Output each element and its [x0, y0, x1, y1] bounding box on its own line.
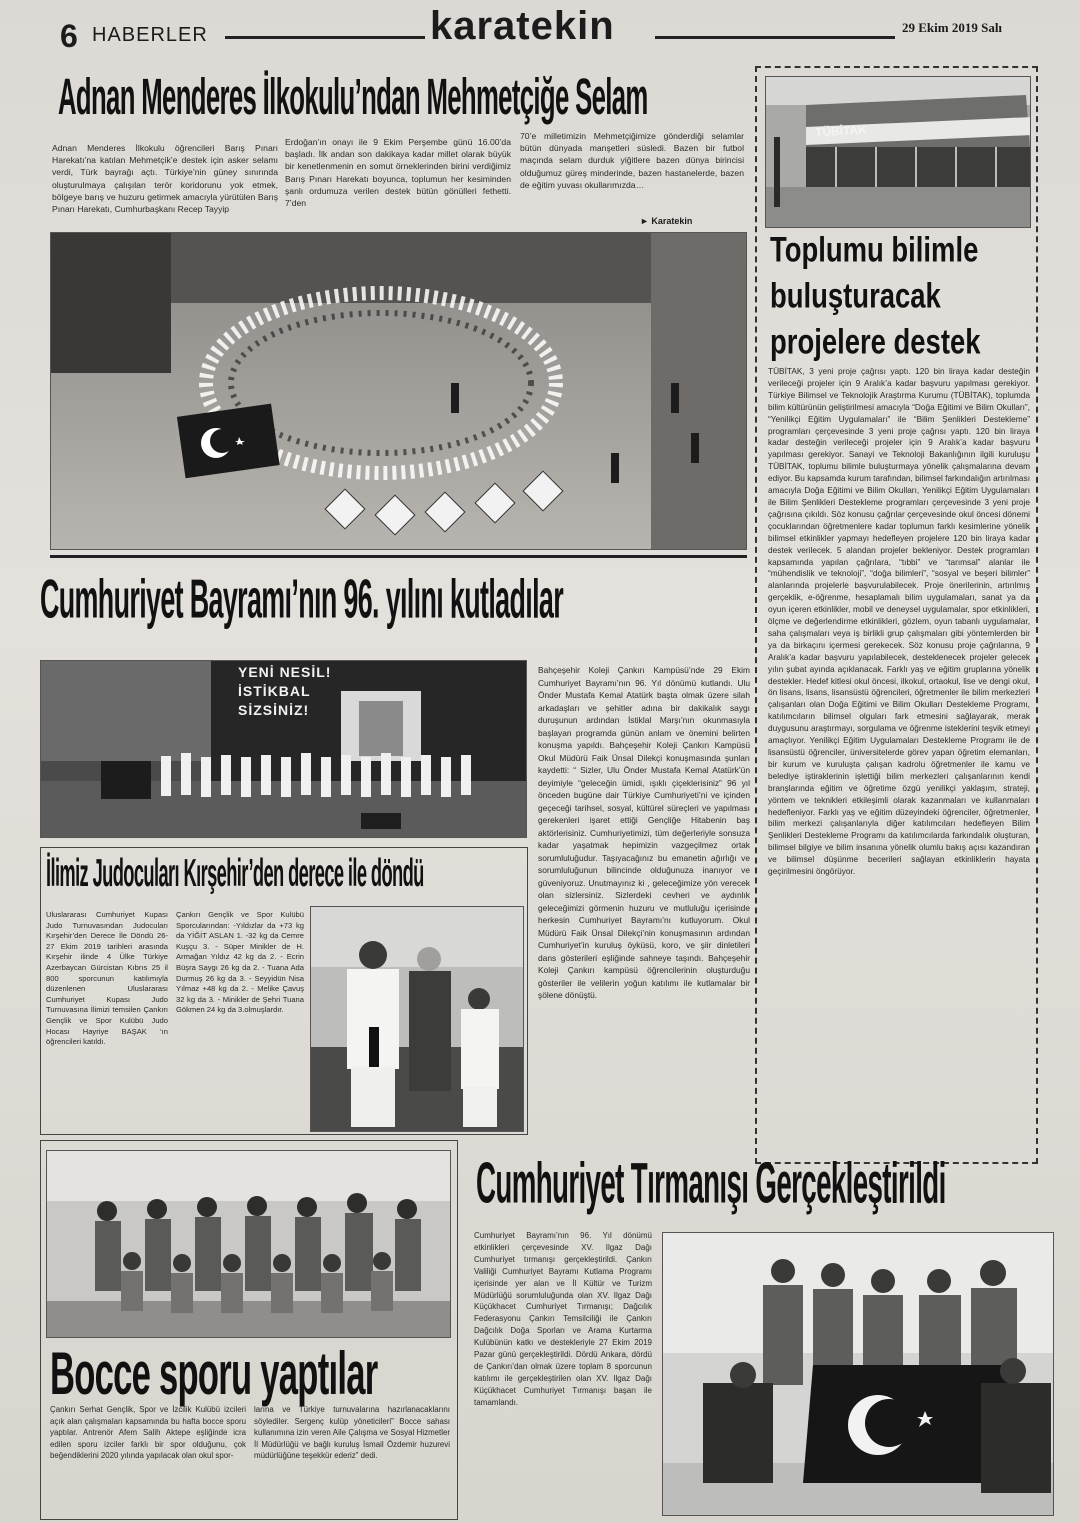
article6-col2: larına ve Türkiye turnuvalarına hazırlanacaklarını söylediler. Sergenç kulüp yöneticileri” Bocce sahası kullanımına izin veren Aile Çalışma ve Sosyal Hizmetler İl Müdürlüğü ve bağlı kuruluş İsmail Özdemir huzurevi müdürlüğüne teşekkür ederiz” dedi.: [254, 1405, 450, 1461]
stage-banner-line1: YENİ NESİL!: [238, 664, 332, 680]
tubitak-building-photo: [765, 76, 1031, 228]
article4-col1: Uluslararası Cumhuriyet Kupası Judo Turnuvasından Judocuları Kırşehir’den Derece İle Döndü 26-27 Ekim 2019 tarihleri arasında Kırşehir ilinde 4 Ülke Türkiye Azerbaycan Gürcistan Kıbrıs 25 il 800 sporcunun katılımıyla düzenlenen Uluslararası Cumhuriyet Kupası Judo Turnuvasına İlimizi temsilen Çankırı Gençlik ve Spor Kulübü Judo Hocası Hayriye BAŞAK ‘ın öğrencileri katıldı.: [46, 910, 168, 1047]
article1-col1: Adnan Menderes İlkokulu öğrencileri Barış Pınarı Harekatı’na katılan Mehmetçik’e destek için asker selamı verdi, Türk bayrağı açtı. Türkiye’nin güney sınırında oluşturulmaya çalışılan terör koridorunu yok etmek, bölgeye barış ve huzuru getirmek amacıyla yürütülen Barış Pınarı Harekatı, Cumhurbaşkanı Recep Tayyip: [52, 143, 278, 215]
issue-date: 29 Ekim 2019 Salı: [902, 20, 1003, 35]
page-number: 6: [60, 18, 78, 54]
bocce-group-photo: [46, 1150, 451, 1338]
masthead-rule-left: [225, 36, 425, 39]
summit-climbers-photo: [662, 1232, 1054, 1516]
article1-source: ► Karatekin: [640, 216, 693, 226]
article3-headline: Cumhuriyet Bayramı’nın 96. yılını kutladılar: [40, 568, 564, 630]
article1-headline: Adnan Menderes İlkokulu’ndan Mehmetçiğe Selam: [58, 70, 648, 126]
article4-col2: Çankırı Gençlik ve Spor Kulübü Sporcularından: -Yıldızlar da +73 kg da YİĞİT ASLAN 1. -32 kg da Cemre Kuşçu 3. - Süper Minikler de H. Armağan Yıldız 42 kg da 2. - Ecrin Büşra Saygı 26 kg da 2. - Tuana Ada Durmuş 26 kg da 3. - Seyyidün Nisa Yılmaz +48 kg da 2. - Melike Çavuş 32 kg da 3. - Minikler de Şehri Tuana Gökmen 24 kg da 3.olmuşlardır.: [176, 910, 304, 1015]
masthead-rule-right: [655, 36, 895, 39]
article2-headline-line2: buluşturacak: [770, 276, 941, 315]
section-divider: [50, 555, 747, 558]
article6-headline: Bocce sporu yaptılar: [50, 1341, 378, 1408]
stage-banner-line2: İSTİKBAL: [238, 683, 311, 699]
article5-headline: Cumhuriyet Tırmanışı Gerçekleştirildi: [476, 1152, 946, 1216]
newspaper-brand: karatekin: [430, 4, 615, 48]
tubitak-sign: TÜBİTAK: [814, 122, 868, 140]
article2-headline-line1: Toplumu bilimle: [770, 230, 979, 269]
article6-col1: Çankırı Serhat Gençlik, Spor ve İzcilik Kulübü izcileri açık alan çalışmaları kapsamında bu hafta bocce sporu yaptılar. Antrenör Afem Salih Aktepe eşliğinde icra edilen sporu izciler farklı bir spor olduğunu, çok beğendiklerini 2020 yılında yapılacak olan okul spor-: [50, 1405, 246, 1461]
article2-headline-line3: projelere destek: [770, 322, 981, 361]
section-title: HABERLER: [92, 24, 208, 46]
stage-banner-line3: SİZSİNİZ!: [238, 702, 310, 718]
article2-body: TÜBİTAK, 3 yeni proje çağrısı yaptı. 120 bin liraya kadar desteğin verileceği projeler için 9 Aralık’a kadar başvuru yapılması gerekiyor. Türkiye Bilimsel ve Teknolojik Araştırma Kurumu (TÜBİTAK), toplumda bilim kültürünün geliştirilmesi amacıyla “Doğa Eğitimi ve Bilim Okulları”, “Yenilikçi Eğitim Uygulamaları” ile “Bilim Şenlikleri Destekleme” programları çerçevesinde 3 yeni proje çağrısı yaptı. 120 bin liraya kadar desteğin verileceği projeler için 9 Aralık’a kadar başvuru yapılması gerekiyor. Sanayi ve Teknoloji Bakanlığının ilgili kuruluşu TÜBİTAK, toplumu bilimle buluşturmaya yönelik çalışmalarına devam ediyor. Bu kapsamda kurum tarafından, bilimsel farkındalığın artırılması amacıyla Doğa Eğitimi ve Bilim Okulları, Yenilikçi Eğitim Uygulamaları ile Bilim Şenlikleri Destekleme programları çerçevesinde 3 yeni proje çağrısına çıkıldı. Söz konusu çağrılar çerçevesinde okul öncesi dönemi çocuklarından öğretmenlere kadar toplumun farklı kesimlerine yönelik bilimsel etkinlikler yapmayı hedefleyen projelere 120 bin liraya kadar destek verilecek. 5 alandan projeler bekleniyor. Destek programları kapsamında yapılan çağrılara, “tıbbi” ve “tarımsal” alanlar ile “mühendislik ve teknoloji”, “doğa bilimleri”, “sosyal ve beşeri bilimler” alanlarında projelerle başvurulabilecek. Proje önerilerinin, artırılmış gerçeklik, e-öğrenme, hesaplamalı bilim uygulamaları, sanat ya da oyun içeren etkinlikler, mobil ve deneysel uygulamalar, spor etkinlikleri, ölçme ve değerlendirme etkinlikleri, gözlem, oyun tabanlı uygulamalar, saha çalışmaları veya iş birlikli grup çalışmaları gibi yöntemlerden bir ya da birkaçını içermesi gerekecek. Söz konusu proje çağrılarına, 9 Aralık’a kadar başvuru yapılabilecek, desteklenecek projeler gelecek yılın şubat ayında açıklanacak. Farklı yaş ve eğitim gruplarına yönelik destekler. Hedef kitlesi okul öncesi, ilkokul, ortaokul, lise ve dengi okul, ön lisans, lisans, lisansüstü öğrencileri, öğretmenler ile bilim merkezleri çalışanları olan Doğa Eğitimi ve Bilim Okulları Destekleme Programı, katılımcıların bilimsel olguları fark etmesini sağlayarak, merak duygusunu araştırmayı, sorgulama ve öğrenme isteklerini teşvik etmeyi amaçlıyor. Yenilikçi Eğitim Uygulamaları Destekleme Programı ile de lisansüstü öğrenciler, üniversitelerde görev yapan öğretim elemanları, bir kurum ve kuruluşta çalışan kadrolu öğretmenler ile kamu ve belediye iştiraklerinin işlettiği bilim merkezleri çalışanlarının kendi branşlarında eğitim ve öğretime özgü yenilikçi yaklaşım, strateji, yöntem ve teknikleri etkileşimli olarak kazanmaları ve kullanmaları hedefleniyor. Farklı yaş ve eğitim düzeyindeki öğrenciler, öğretmenler, bilim merkezi çalışanlarıyla diğer katılımcıları hedefleyen Bilim Şenlikleri Destekleme Programı da katılımcılarda farkındalık oluşturan, bilimsel bilgiye ve bilim insanına yönelik olumlu bakış açısı kazandıran ve bilimsel düşünme becerileri sağlayan etkinliklerin hayata geçirilmesini öngörüyor.: [768, 366, 1030, 877]
judo-medalists-photo: [310, 906, 524, 1132]
article4-headline: İlimiz Judocuları Kırşehir’den derece ile döndü: [46, 852, 424, 895]
article3-body: Bahçeşehir Koleji Çankırı Kampüsü’nde 29 Ekim Cumhuriyet Bayramı’nın 96. Yıl dönümü kutlandı. Ulu Önder Mustafa Kemal Atatürk başta olmak üzere silah arkadaşları ve şehitler adına bir dakikalık saygı duruşunun ardından İstiklal Marşı’nın okunmasıyla başlayan programda günün anlam ve önemini belirten konuşma yapıldı. Bahçeşehir Koleji Çankırı Kampüsü Okul Müdürü Faik Ünsal Dilekçi konuşmasında şunları kaydetti: “ Sizler, Ulu Önder Mustafa Kemal Atatürk’ün deyimiyle “geleceğin ümidi, ışıklı çiçeklerisiniz” 96 yıl önceden bugüne dair Türkiye Cumhuriyeti’ni ve içinden geçeceği tarihsel, sosyal, kültürel süreçleri ve yapılması gerekenleri işaret ettiği Gençliğe Hitabenin baş aktörlerisiniz. Cumhuriyetimizi, tüm değerleriyle sonsuza kadar yaşatmak hepimizin vazgeçilmez ortak sorumluluğudur. Taşıyacağınız bu emanetin ağırlığı ve sorumluluğunun bilincinde olduğunuza inanıyor ve güveniyoruz. Unutmayınız ki , geleceğimize yön verecek olan sizlersiniz. Sizlerdeki cevheri ve aydınlık geleceğimizi görmenin huzuru ve mutluluğu içerisinde herkesin Cumhuriyet Bayramı’nı kutluyorum. Okul Müdürü Faik Ünsal Dilekçi’nin konuşmasının ardından Cumhuriyet’in kuruluş öyküsü, koro, ve şiir dinletileri dans gösterileri eşliğinde sahneye taşındı. Bahçeşehir Koleji Çankırı kampüsü öğrencilerinin oluşturduğu gösteriler ile velilerin yoğun katılımı ile kutlamalar bir şölene dönüştü.: [538, 665, 750, 1000]
schoolyard-photo: [50, 232, 747, 550]
article5-body: Cumhuriyet Bayramı’nın 96. Yıl dönümü etkinlikleri çerçevesinde XV. Ilgaz Dağı Cumhuriyet tırmanışı gerçekleştirildi. Çankırı Valiliği Cumhuriyet Bayramı Kutlama Programı içerisinde yer alan ve İl Kültür ve Turizm Müdürlüğü sorumluluğunda olan XV. Ilgaz Dağı Küçükhacet Cumhuriyet Tırmanışı; Dağcılık Federasyonu Çankırı Temsilciliği ile Çankırı Dağcılık Doğa Sporları ve Arama Kurtarma Kulübünün katkı ve destekleriyle 27 Ekim 2019 Pazar günü gerçekleştirildi. Dördü Ankara, dördü de Çankırı’dan olmak üzere toplam 8 sporcunun katılımı ile gerçekleştirilen olan XV. Ilgaz Dağı Küçükhacet Cumhuriyet Tırmanışı başarı ile tamamlandı.: [474, 1231, 652, 1407]
article1-col2: Erdoğan’ın onayı ile 9 Ekim Perşembe günü 16.00’da başladı. İlk andan son dakikaya kadar millet olarak büyük bir kenetlenmenin en somut örneklerinden birini verdiğimiz Barış Pınarı Harekatı boyunca, toplumun her kesiminden şanlı ordumuza verilen destek bütün gönülleri fethetti. 7’den: [285, 137, 511, 209]
article1-col3: 70’e milletimizin Mehmetçiğimize gönderdiği selamlar bütün dünyada manşetleri süsledi. Bazen bir futbol maçında selam durduk yiğitlere bazen dünya birincisi olduğumuz güreş minderinde, bazen hastanelerde, bazen de eğitim yuvası okullarımızda…: [520, 131, 744, 190]
